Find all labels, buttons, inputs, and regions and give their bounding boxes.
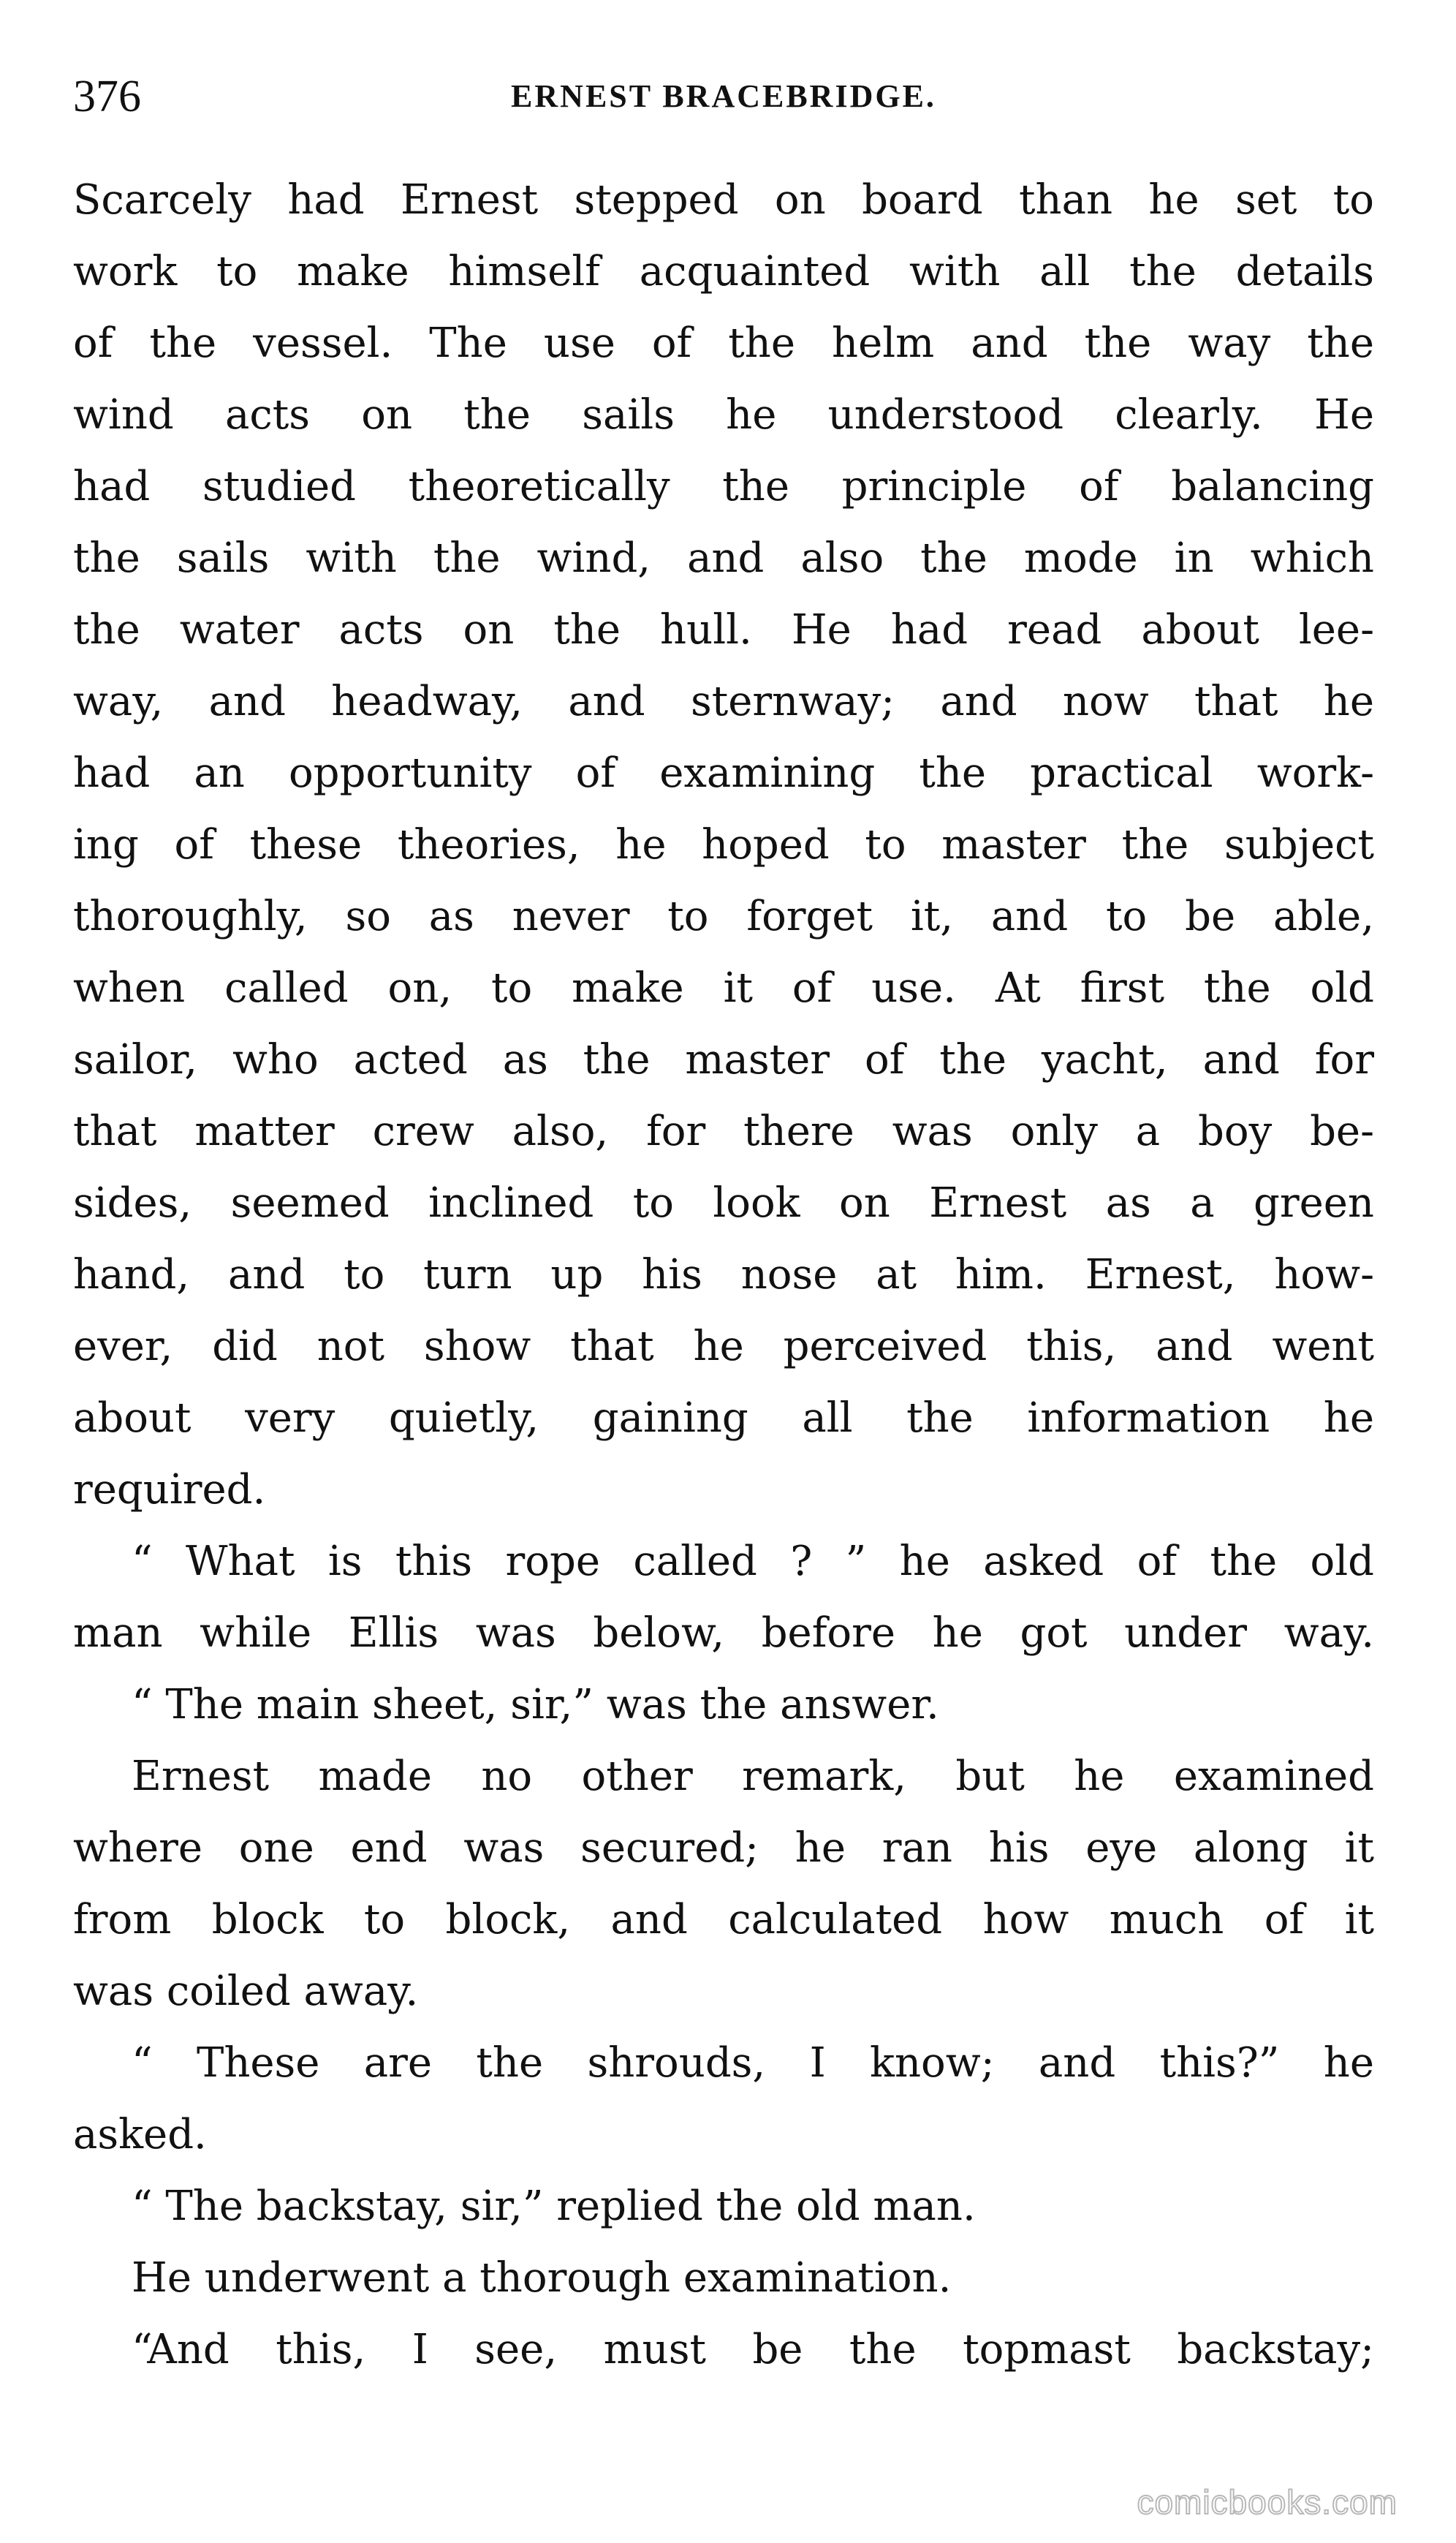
text-line: had studied theoretically the principle of balancing (73, 463, 1374, 510)
text-line: “ What is this rope called ? ” he asked of the old (132, 1538, 1374, 1585)
text-line: required. (73, 1466, 266, 1514)
text-line: thoroughly, so as never to forget it, and to be able, (73, 893, 1374, 940)
text-line: had an opportunity of examining the practical work- (73, 749, 1374, 797)
text-line: asked. (73, 2111, 207, 2158)
text-line: the sails with the wind, and also the mode in which (73, 534, 1374, 582)
text-line: work to make himself acquainted with all the details (73, 248, 1374, 295)
text-line: of the vessel. The use of the helm and the way the (73, 320, 1374, 367)
text-line: ever, did not show that he perceived this, and went (73, 1323, 1374, 1370)
text-line: that matter crew also, for there was only a boy be- (73, 1108, 1374, 1155)
text-line: the water acts on the hull. He had read about lee- (73, 606, 1374, 654)
text-line: Ernest made no other remark, but he examined (132, 1753, 1374, 1800)
page-number: 376 (73, 72, 141, 121)
running-head: ERNEST BRACEBRIDGE. (511, 78, 936, 114)
text-line: about very quietly, gaining all the information he (73, 1394, 1374, 1442)
body-text (73, 165, 1374, 2386)
text-line: He underwent a thorough examination. (132, 2254, 952, 2302)
text-line: “ The main sheet, sir,” was the answer. (132, 1681, 939, 1728)
text-line: Scarcely had Ernest stepped on board than he set to (73, 176, 1374, 224)
text-line: hand, and to turn up his nose at him. Ernest, how- (73, 1251, 1374, 1299)
page-header (73, 67, 1374, 126)
text-line: way, and headway, and sternway; and now that he (73, 678, 1374, 725)
text-line: sides, seemed inclined to look on Ernest as a green (73, 1179, 1374, 1227)
text-line: “And this, I see, must be the topmast backstay; (132, 2326, 1374, 2373)
watermark: comicbooks.com (1137, 2483, 1398, 2521)
text-line: wind acts on the sails he understood clearly. He (73, 391, 1374, 439)
text-line: from block to block, and calculated how much of it (73, 1896, 1374, 1943)
text-line: ing of these theories, he hoped to master the subject (73, 821, 1374, 869)
text-line: man while Ellis was below, before he got under way. (73, 1609, 1374, 1657)
text-line: sailor, who acted as the master of the yacht, and for (73, 1036, 1374, 1084)
text-line: was coiled away. (73, 1968, 419, 2015)
text-line: where one end was secured; he ran his eye along it (73, 1824, 1374, 1872)
text-line: when called on, to make it of use. At first the old (73, 964, 1374, 1012)
text-line: “ These are the shrouds, I know; and this?” he (132, 2039, 1374, 2087)
text-line: “ The backstay, sir,” replied the old man. (132, 2183, 976, 2230)
